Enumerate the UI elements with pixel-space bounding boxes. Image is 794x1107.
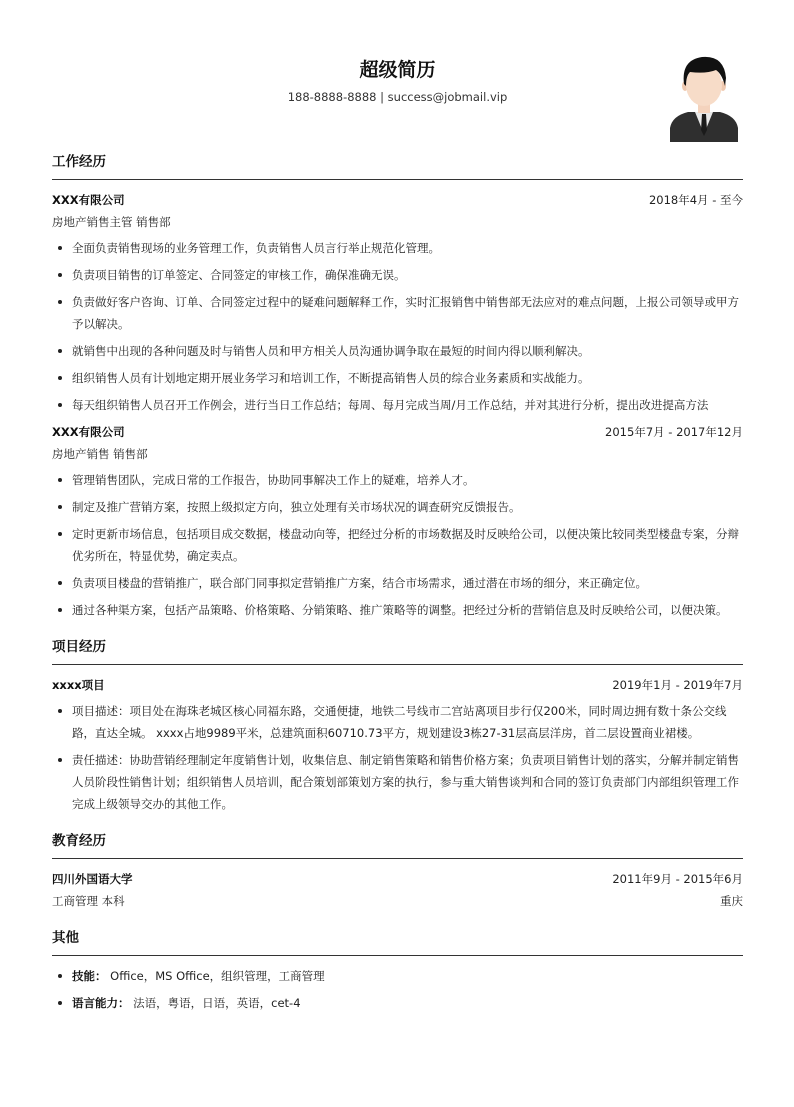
- skills-item: [52, 965, 743, 987]
- date-range: 2018年4月 - 至今: [648, 193, 743, 207]
- education-header: [52, 868, 743, 890]
- work-section: [52, 150, 743, 621]
- project-entry: [52, 674, 743, 815]
- languages-item: [52, 992, 743, 1014]
- bullet-item: 负责做好客户咨询、订单、合同签定过程中的疑难问题解释工作，实时汇报销售中销售部无法应对的难点问题，上报公司领导或甲方予以解决。: [52, 291, 743, 335]
- school-name: 四川外国语大学: [52, 872, 133, 886]
- date-range: 2011年9月 - 2015年6月: [612, 872, 743, 886]
- education-detail: [52, 890, 743, 912]
- education-section: [52, 829, 743, 912]
- work-entry: [52, 421, 743, 621]
- bullet-item: 负责项目销售的订单签定、合同签定的审核工作，确保准确无误。: [52, 264, 743, 286]
- work-section-title: 工作经历: [52, 150, 743, 180]
- bullet-item: 全面负责销售现场的业务管理工作，负责销售人员言行举止规范化管理。: [52, 237, 743, 259]
- skills-value: Office，MS Office，组织管理，工商管理: [110, 969, 325, 983]
- bullet-list: [52, 700, 743, 815]
- bullet-item: 组织销售人员有计划地定期开展业务学习和培训工作，不断提高销售人员的综合业务素质和实战能力。: [52, 367, 743, 389]
- bullet-item: 责任描述：协助营销经理制定年度销售计划，收集信息、制定销售策略和销售价格方案；负责项目销售计划的落实，分解并制定销售人员阶段性销售计划；组织销售人员培训，配合策划部策划方案的执行，参与重大销售谈判和合同的签订负责部门内部组织管理工作完成上级领导交办的其他工作。: [52, 749, 743, 815]
- location: 重庆: [720, 894, 743, 908]
- skills-label: 技能：: [72, 969, 107, 983]
- bullet-item: 管理销售团队，完成日常的工作报告，协助同事解决工作上的疑难，培养人才。: [52, 469, 743, 491]
- education-section-title: 教育经历: [52, 829, 743, 859]
- resume-page: [52, 0, 743, 1028]
- job-role: 房地产销售 销售部: [52, 447, 148, 461]
- project-section-title: 项目经历: [52, 635, 743, 665]
- job-role: 房地产销售主管 销售部: [52, 215, 171, 229]
- bullet-list: [52, 237, 743, 416]
- bullet-item: 制定及推广营销方案，按照上级拟定方向，独立处理有关市场状况的调查研究反馈报告。: [52, 496, 743, 518]
- bullet-item: 项目描述：项目处在海珠老城区核心同福东路，交通便捷，地铁二号线市二宫站离项目步行仅200米，同时周边拥有数十条公交线路，直达全城。 xxxx占地9989平米，总建筑面积60710.73平方，规划建设3栋27-31层高层洋房，首二层设置商业裙楼。: [52, 700, 743, 744]
- languages-label: 语言能力：: [72, 996, 130, 1010]
- company-name: XXX有限公司: [52, 193, 125, 207]
- bullet-item: 就销售中出现的各种问题及时与销售人员和甲方相关人员沟通协调争取在最短的时间内得以顺利解决。: [52, 340, 743, 362]
- work-entry-header: [52, 189, 743, 211]
- other-section: [52, 926, 743, 1014]
- languages-value: 法语，粤语，日语，英语，cet-4: [133, 996, 301, 1010]
- other-section-title: 其他: [52, 926, 743, 956]
- work-entry-header: [52, 421, 743, 443]
- date-range: 2019年1月 - 2019年7月: [612, 678, 743, 692]
- major-degree: 工商管理 本科: [52, 894, 125, 908]
- work-entry: [52, 189, 743, 416]
- bullet-list: [52, 965, 743, 1014]
- avatar: [668, 54, 740, 142]
- project-section: [52, 635, 743, 815]
- bullet-item: 负责项目楼盘的营销推广，联合部门同事拟定营销推广方案，结合市场需求，通过潜在市场的细分，来正确定位。: [52, 572, 743, 594]
- resume-name: 超级简历: [359, 59, 436, 81]
- bullet-item: 定时更新市场信息，包括项目成交数据，楼盘动向等，把经过分析的市场数据及时反映给公司，以便决策比较同类型楼盘专案，分辩优劣所在，特显优势，确定卖点。: [52, 523, 743, 567]
- date-range: 2015年7月 - 2017年12月: [605, 425, 743, 439]
- bullet-list: [52, 469, 743, 621]
- bullet-item: 每天组织销售人员召开工作例会，进行当日工作总结；每周、每月完成当周/月工作总结，并对其进行分析，提出改进提高方法: [52, 394, 743, 416]
- resume-header: [52, 0, 743, 150]
- company-name: XXX有限公司: [52, 425, 125, 439]
- contact-info: 188-8888-8888 | success@jobmail.vip: [287, 90, 508, 104]
- project-name: xxxx项目: [52, 678, 105, 692]
- bullet-item: 通过各种渠方案，包括产品策略、价格策略、分销策略、推广策略等的调整。把经过分析的营销信息及时反映给公司，以便决策。: [52, 599, 743, 621]
- project-entry-header: [52, 674, 743, 696]
